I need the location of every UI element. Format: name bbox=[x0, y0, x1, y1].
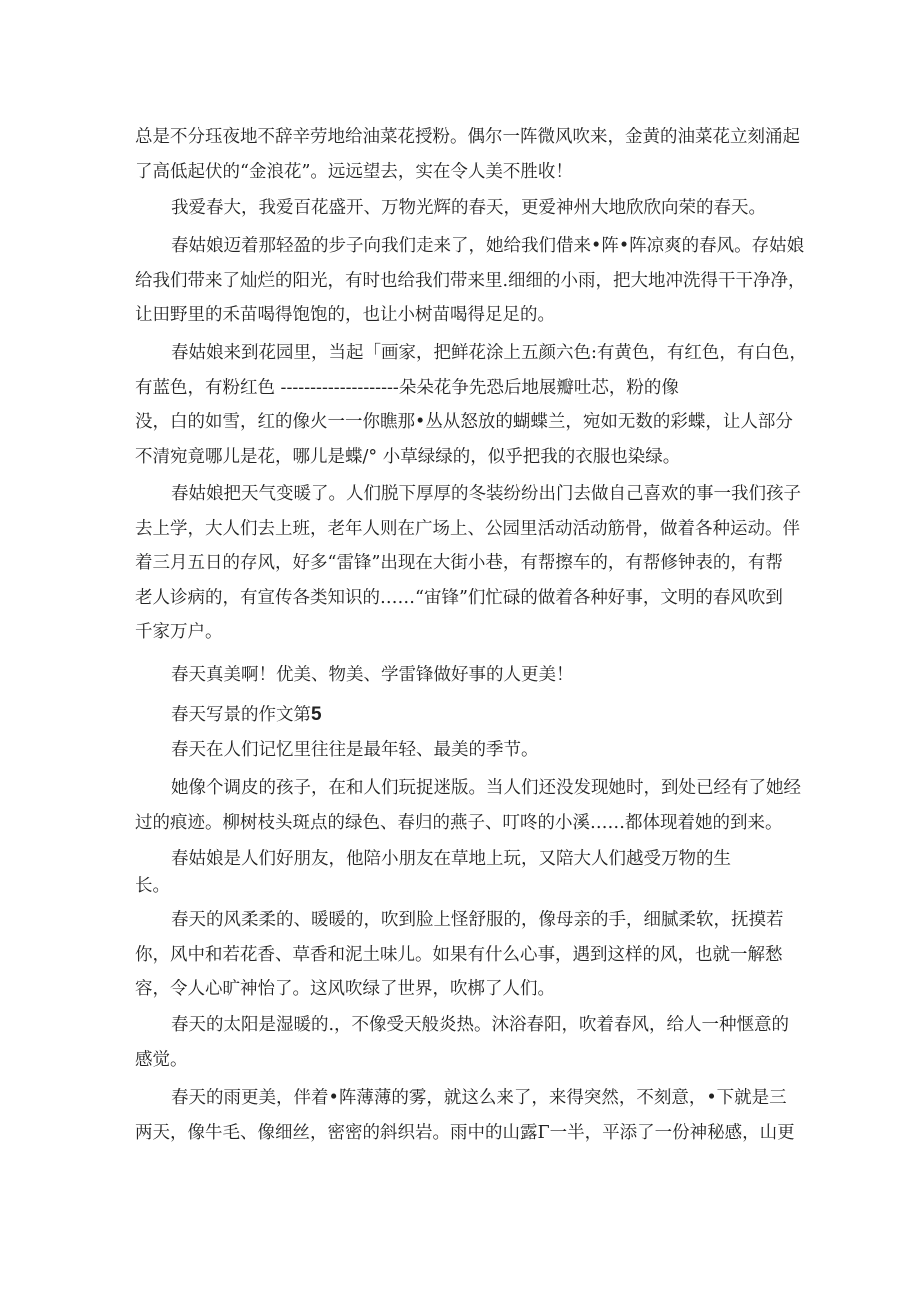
paragraph bbox=[135, 120, 800, 189]
paragraph bbox=[135, 477, 801, 650]
text-line: 容，令人心旷神怡了。这风吹绿了世界，吹梆了人们。 bbox=[135, 979, 555, 999]
paragraph bbox=[135, 658, 785, 693]
text-line: 感觉。 bbox=[135, 1049, 188, 1070]
text-line: 你，风中和若花香、草香和泥土味儿。如果有什么心事，遇到这样的风，也就一解愁 bbox=[135, 944, 783, 965]
text-line: 有蓝色，有粉红色 --------------------朵朵花争先恐后地展瓣吐芯，粉的像 bbox=[135, 377, 679, 398]
text-line: 去上学，大人们去上班，老年人则在广场上、公园里活动活动筋骨，做着各种运动。伴 bbox=[135, 518, 800, 539]
text-line: 过的痕迹。柳树枝头斑点的绿色、春归的燕子、叮咚的小溪……都体现着她的到来。 bbox=[135, 812, 783, 833]
paragraph bbox=[135, 903, 785, 1007]
text-line: 长。 bbox=[135, 876, 170, 896]
text-line: 春天在人们记忆里往往是最年轻、最美的季节。 bbox=[171, 740, 539, 760]
text-line: 两天，像牛毛、像细丝，密密的斜织岩。雨中的山露Γ一半，平添了一份神秘感，山更 bbox=[135, 1122, 795, 1143]
paragraph bbox=[135, 733, 785, 768]
text-line: 千家万户。 bbox=[135, 622, 223, 642]
text-line: 春天真美啊！优美、物美、学雷锋做好事的人更美！ bbox=[171, 665, 574, 685]
text-line: 了高低起伏的“金浪花”。远远望去，实在令人美不胜收！ bbox=[135, 161, 573, 182]
text-line: 春姑娘迈着那轻盈的步子向我们走来了，她给我们借来•阵•阵凉爽的春风。存姑娘 bbox=[171, 236, 805, 256]
text-line: 春天的雨更美，伴着•阵薄薄的雾，就这么来了，来得突然，不刻意，•下就是三 bbox=[171, 1088, 787, 1108]
text-line: 总是不分珏夜地不辞辛劳地给油菜花授粉。偶尔一阵微风吹来，金黄的油菜花立刻涌起 bbox=[135, 127, 800, 147]
text-line: 春姑娘把天气变暖了。人们脱下厚厚的冬装纷纷出门去做自己喜欢的事一我们孩子 bbox=[171, 484, 801, 504]
text-line: 老人诊病的，有宣传各类知识的……“宙锋”们忙碌的做着各种好事，文明的春风吹到 bbox=[135, 587, 783, 608]
paragraph bbox=[135, 1081, 795, 1150]
text-line: 我爱春大，我爱百花盛开、万物光辉的春天，更爱神州大地欣欣向荣的春天。 bbox=[171, 198, 766, 218]
paragraph bbox=[135, 1008, 790, 1077]
text-line: 不清宛竟哪儿是花，哪儿是蝶/° 小草绿绿的，似乎把我的衣服也染绿。 bbox=[135, 446, 681, 467]
section-heading bbox=[135, 698, 785, 733]
heading-number: 5 bbox=[311, 704, 322, 725]
text-line: 她像个调皮的孩子，在和人们玩捉迷版。当人们还没发现她时，到处已经有了她经 bbox=[171, 778, 801, 798]
text-line: 没，白的如雪，红的像火一一你瞧那•丛从怒放的蝴蝶兰，宛如无数的彩蝶，让人部分 bbox=[135, 412, 793, 432]
paragraph bbox=[135, 336, 807, 474]
paragraph bbox=[135, 846, 785, 900]
text-line: 春天的太阳是湿暖的.，不像受天般炎热。沐浴春阳，吹着春风，给人一种惬意的 bbox=[171, 1015, 790, 1035]
text-line: 给我们带来了灿烂的阳光，有时也给我们带来里.细细的小雨，把大地冲洗得干干净净， bbox=[135, 270, 806, 291]
text-line: 春姑娘是人们好朋友，他陪小朋友在草地上玩，又陪大人们越受万物的生 bbox=[171, 849, 731, 869]
text-line: 春姑娘来到花园里，当起「画家，把鲜花涂上五颜六色:有黄色，有红色，有白色， bbox=[171, 343, 807, 363]
text-line: 让田野里的禾苗喝得饱饱的，也让小树苗喝得足足的。 bbox=[135, 305, 555, 325]
paragraph bbox=[135, 229, 806, 333]
paragraph bbox=[135, 771, 801, 840]
text-line: 着三月五日的存风，好多“雷锋”出现在大街小巷，有帮擦车的，有帮修钟表的，有帮 bbox=[135, 553, 783, 573]
paragraph bbox=[135, 191, 785, 226]
text-line: 春天的风柔柔的、暖暖的，吹到脸上怪舒服的，像母亲的手，细腻柔软，抚摸若 bbox=[171, 910, 784, 930]
heading-text: 春天写景的作文第 bbox=[171, 705, 311, 725]
